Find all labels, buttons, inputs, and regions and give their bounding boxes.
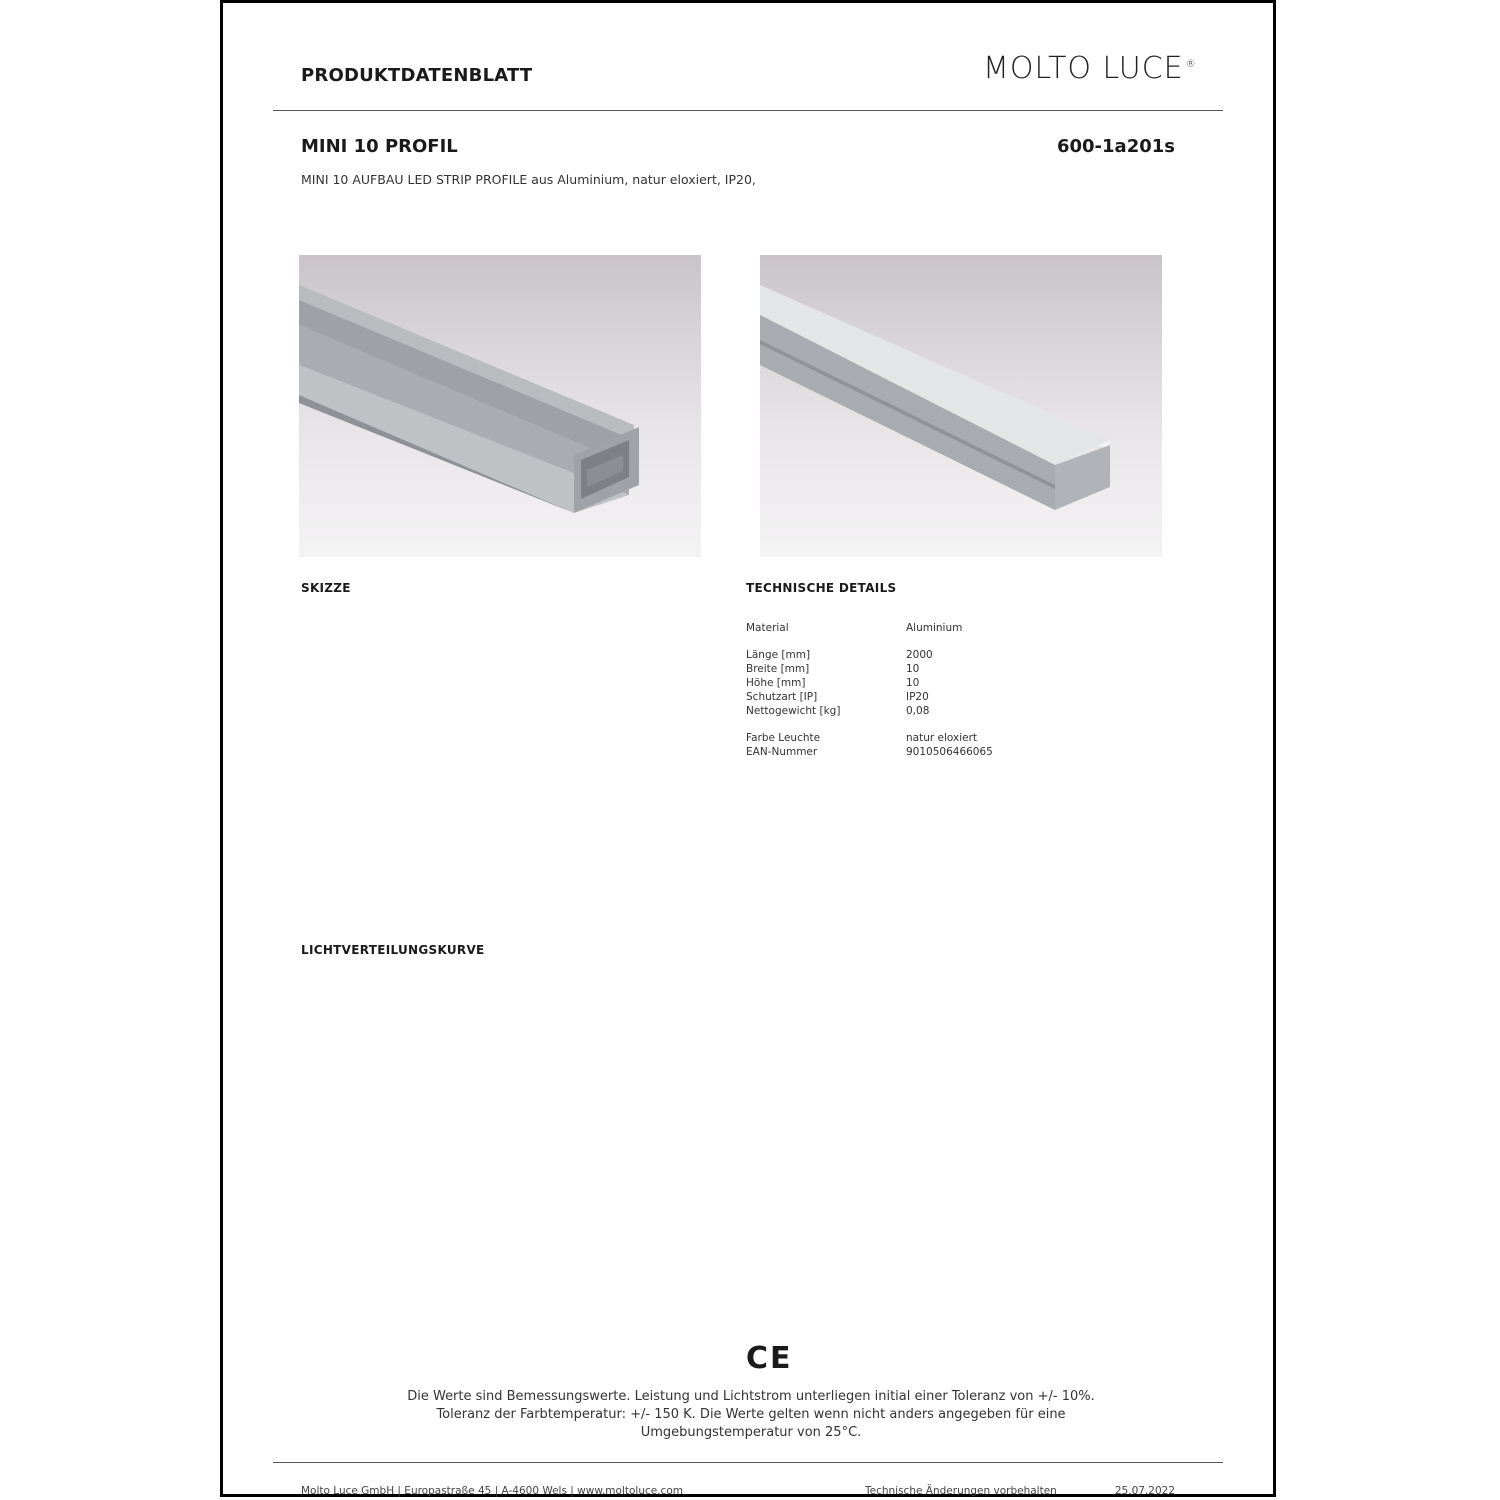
disclaimer-line: Toleranz der Farbtemperatur: +/- 150 K. Die Werte gelten wenn nicht anders angegeben für eine [436, 1407, 1066, 1422]
spec-value: 2000 [906, 649, 933, 661]
spec-row [746, 731, 993, 745]
spec-value: 10 [906, 663, 920, 675]
spec-label: Länge [mm] [746, 649, 811, 661]
spec-row [746, 621, 993, 635]
registered-mark: ® [1185, 59, 1197, 70]
spec-label: Material [746, 622, 789, 634]
spec-row [746, 704, 993, 718]
spec-value: natur eloxiert [906, 732, 978, 744]
header-divider [273, 110, 1223, 111]
spec-row [746, 676, 993, 690]
footer-date: 25.07.2022 [1114, 1485, 1175, 1497]
brand-logo [983, 51, 1197, 86]
spec-row [746, 662, 993, 676]
brand-name: MOLTO LUCE [983, 51, 1184, 86]
datasheet-page [220, 0, 1276, 1497]
footer-notice: Technische Änderungen vorbehalten [865, 1485, 1057, 1497]
spec-label: Breite [mm] [746, 663, 810, 675]
spec-value: 0,08 [906, 705, 930, 717]
diffuser-render [760, 255, 1162, 557]
product-description: MINI 10 AUFBAU LED STRIP PROFILE aus Aluminium, natur eloxiert, IP20, [301, 172, 756, 187]
spec-value: IP20 [906, 691, 929, 703]
spec-row [746, 690, 993, 704]
product-name: MINI 10 PROFIL [301, 136, 458, 157]
spec-label: Farbe Leuchte [746, 732, 821, 744]
spec-row [746, 745, 993, 759]
product-photo-diffuser [760, 255, 1162, 557]
footer-company: Molto Luce GmbH | Europastraße 45 | A-4600 Wels | www.moltoluce.com [301, 1485, 683, 1497]
spec-value: 9010506466065 [906, 746, 993, 758]
disclaimer [283, 1388, 1219, 1442]
section-sketch: SKIZZE [301, 581, 351, 595]
spec-label: Schutzart [IP] [746, 691, 818, 703]
disclaimer-line: Die Werte sind Bemessungswerte. Leistung und Lichtstrom unterliegen initial einer Toleranz von +/- 10%. [407, 1389, 1095, 1404]
section-technical-details: TECHNISCHE DETAILS [746, 581, 897, 595]
spec-label: Nettogewicht [kg] [746, 705, 841, 717]
spec-table [746, 621, 993, 759]
spec-label: EAN-Nummer [746, 746, 818, 758]
disclaimer-line: Umgebungstemperatur von 25°C. [640, 1425, 862, 1440]
spec-row [746, 648, 993, 662]
ce-mark-icon: CE [746, 1341, 793, 1376]
spec-value: Aluminium [906, 622, 963, 634]
profile-render [299, 255, 701, 557]
footer-divider [273, 1462, 1223, 1463]
spec-label: Höhe [mm] [746, 677, 806, 689]
product-photo-profile [299, 255, 701, 557]
product-code: 600-1a201s [1056, 136, 1175, 157]
document-title: PRODUKTDATENBLATT [301, 65, 533, 86]
spec-value: 10 [906, 677, 920, 689]
section-light-distribution: LICHTVERTEILUNGSKURVE [301, 943, 485, 957]
